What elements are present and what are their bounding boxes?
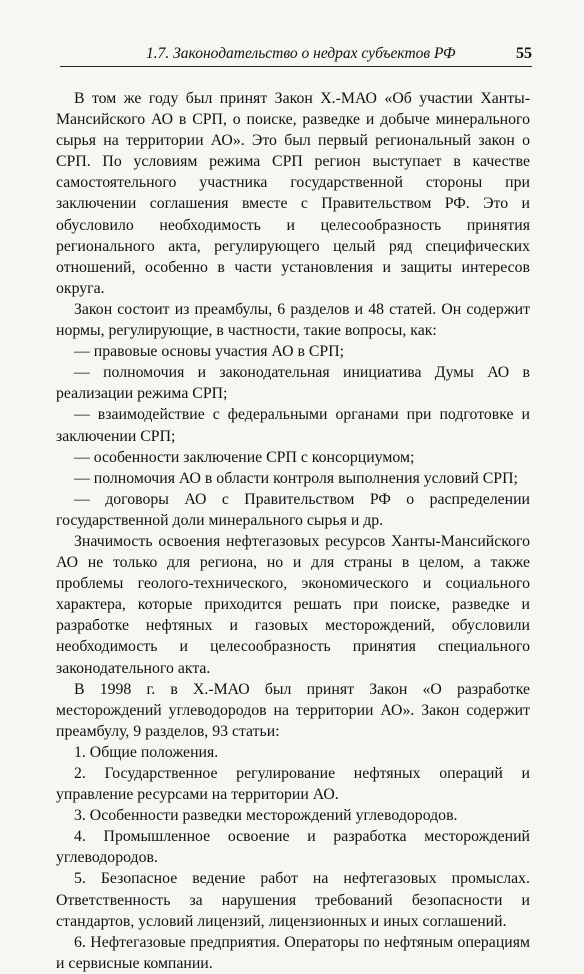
list-item: — правовые основы участия АО в СРП; bbox=[74, 343, 345, 361]
chapter-title: 1.7. Законодательство о недрах субъектов РФ bbox=[146, 45, 456, 62]
paragraph-intro: В том же году был принят Закон Х.-МАО «Об участии Ханты-Мансийского АО в СРП, о поиске, разведке и добыче минерального сырья на территории АО». Это был первый региональный закон о СРП. По условиям режима СРП регион выступает в качестве самостоятельного участника государственной стороны при заключении соглашения вместе с Правительством РФ. Это и обусловило необходимость и целесообразность принятия регионального акта, регулирующего целый ряд специфических отношений, особенно в части установления и защиты интересов округа. bbox=[56, 90, 530, 297]
section-item: 1. Общие положения. bbox=[74, 743, 219, 761]
section-item: 5. Безопасное ведение работ на нефтегазовых промыслах. Ответственность за нарушения требований безопасности и стандартов, условий лицензий, лицензионных и иных соглашений. bbox=[56, 870, 530, 930]
paragraph-1998-law: В 1998 г. в Х.-МАО был принят Закон «О разработке месторождений углеводородов на территории АО». Закон содержит преамбулу, 9 разделов, 93 статьи: bbox=[56, 680, 530, 740]
list-item: — полномочия АО в области контроля выполнения условий СРП; bbox=[74, 469, 518, 487]
list-item: — особенности заключение СРП с консорциумом; bbox=[74, 448, 415, 466]
list-item: — полномочия и законодательная инициатива Думы АО в реализации режима СРП; bbox=[56, 364, 530, 403]
section-item: 2. Государственное регулирование нефтяных операций и управление ресурсами на территории АО. bbox=[56, 765, 530, 804]
list-item: — взаимодействие с федеральными органами при подготовке и заключении СРП; bbox=[56, 406, 530, 445]
paragraph-law-structure: Закон состоит из преамбулы, 6 разделов и 48 статей. Он содержит нормы, регулирующие, в частности, такие вопросы, как: bbox=[56, 300, 530, 340]
list-item: — договоры АО с Правительством РФ о распределении государственной доли минерального сырья и др. bbox=[56, 490, 530, 529]
page-number: 55 bbox=[516, 45, 532, 62]
section-item: 4. Промышленное освоение и разработка месторождений углеводородов. bbox=[56, 828, 530, 867]
section-item: 3. Особенности разведки месторождений углеводородов. bbox=[74, 807, 458, 825]
section-item: 6. Нефтегазовые предприятия. Операторы по нефтяным операциям и сервисные компании. bbox=[56, 933, 530, 972]
paragraph-significance: Значимость освоения нефтегазовых ресурсов Ханты-Мансийского АО не только для региона, но и для страны в целом, а также проблемы геолого-технического, экономического и социального характера, которые приходится решать при поиске, разведке и разработке нефтяных и газовых месторождений, обусловили необходимость и целесообразность принятия специального законодательного акта. bbox=[56, 532, 530, 677]
page-body bbox=[56, 88, 530, 974]
running-header bbox=[60, 44, 532, 67]
